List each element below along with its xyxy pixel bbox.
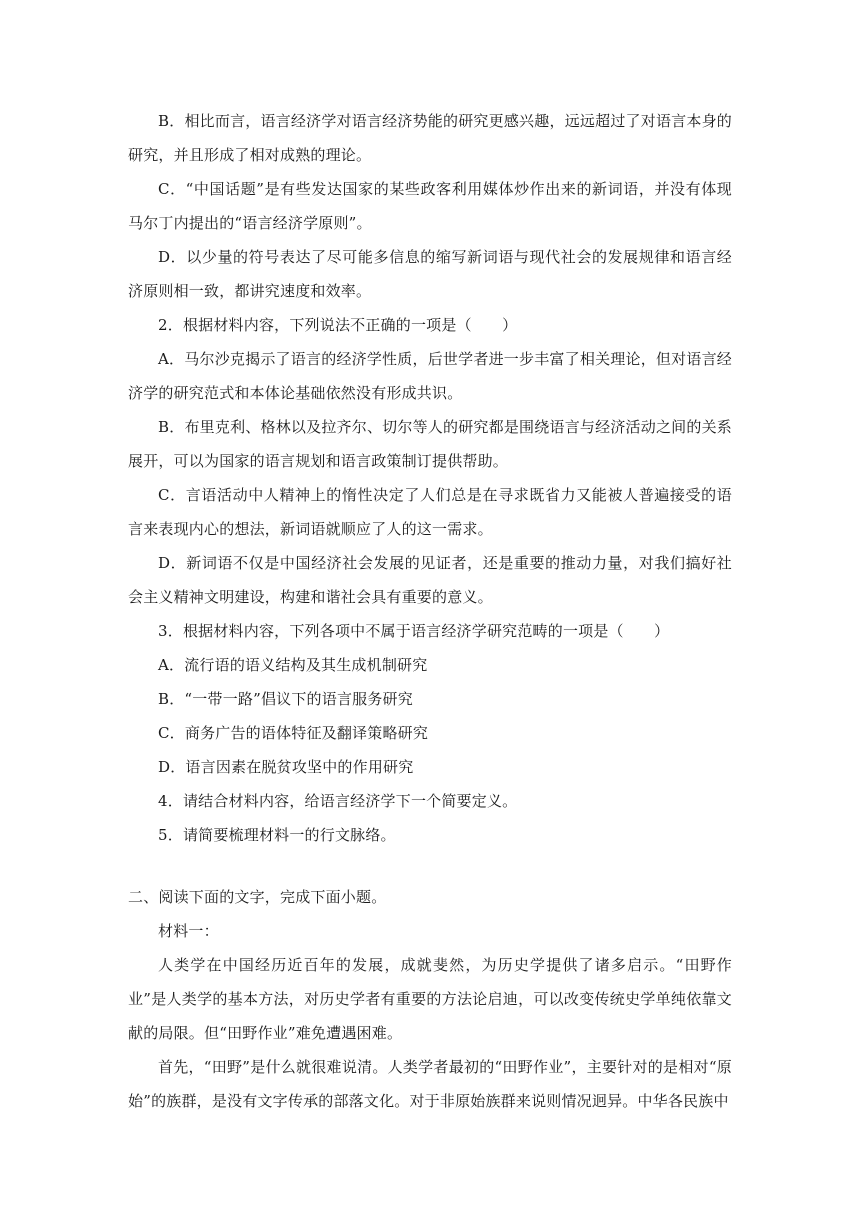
section-gap (128, 852, 732, 880)
q1-option-c: C．“中国话题”是有些发达国家的某些政客利用媒体炒作出来的新词语，并没有体现马尔丁内提出的“语言经济学原则”。 (128, 180, 732, 232)
q5-stem: 5．请简要梳理材料一的行文脉络。 (158, 826, 396, 844)
q2-stem: 2．根据材料内容，下列说法不正确的一项是（ ） (158, 316, 518, 334)
q3-option-d: D．语言因素在脱贫攻坚中的作用研究 (158, 758, 414, 776)
section-heading: 二、阅读下面的文字，完成下面小题。 (128, 888, 387, 906)
material-paragraph-1: 人类学在中国经历近百年的发展，成就斐然，为历史学提供了诸多启示。“田野作业”是人类学的基本方法，对历史学者有重要的方法论启迪，可以改变传统史学单纯依靠文献的局限。但“田野作业”难免遭遇困难。 (128, 956, 732, 1042)
q3-option-a: A．流行语的语义结构及其生成机制研究 (158, 656, 428, 674)
q2-option-d: D．新词语不仅是中国经济社会发展的见证者，还是重要的推动力量，对我们搞好社会主义精神文明建设，构建和谐社会具有重要的意义。 (128, 554, 732, 606)
q2-option-c: C．言语活动中人精神上的惰性决定了人们总是在寻求既省力又能被人普遍接受的语言来表现内心的想法，新词语就顺应了人的这一需求。 (128, 486, 732, 538)
q2-option-a: A．马尔沙克揭示了语言的经济学性质，后世学者进一步丰富了相关理论，但对语言经济学的研究范式和本体论基础依然没有形成共识。 (128, 350, 732, 402)
q3-option-c: C．商务广告的语体特征及翻译策略研究 (158, 724, 429, 742)
q3-option-b: B．“一带一路”倡议下的语言服务研究 (158, 690, 413, 708)
q2-option-b: B．布里克利、格林以及拉齐尔、切尔等人的研究都是围绕语言与经济活动之间的关系展开，可以为国家的语言规划和语言政策制订提供帮助。 (128, 418, 732, 470)
document-page (128, 104, 732, 1118)
material-paragraph-2: 首先，“田野”是什么就很难说清。人类学者最初的“田野作业”，主要针对的是相对“原始”的族群，是没有文字传承的部落文化。对于非原始族群来说则情况迥异。中华各民族中 (128, 1058, 732, 1110)
q4-stem: 4．请结合材料内容，给语言经济学下一个简要定义。 (158, 792, 518, 810)
material-label: 材料一： (158, 922, 219, 940)
q3-stem: 3．根据材料内容，下列各项中不属于语言经济学研究范畴的一项是（ ） (158, 622, 670, 640)
q1-option-d: D．以少量的符号表达了尽可能多信息的缩写新词语与现代社会的发展规律和语言经济原则相一致，都讲究速度和效率。 (128, 248, 732, 300)
q1-option-b: B．相比而言，语言经济学对语言经济势能的研究更感兴趣，远远超过了对语言本身的研究，并且形成了相对成熟的理论。 (128, 112, 732, 164)
